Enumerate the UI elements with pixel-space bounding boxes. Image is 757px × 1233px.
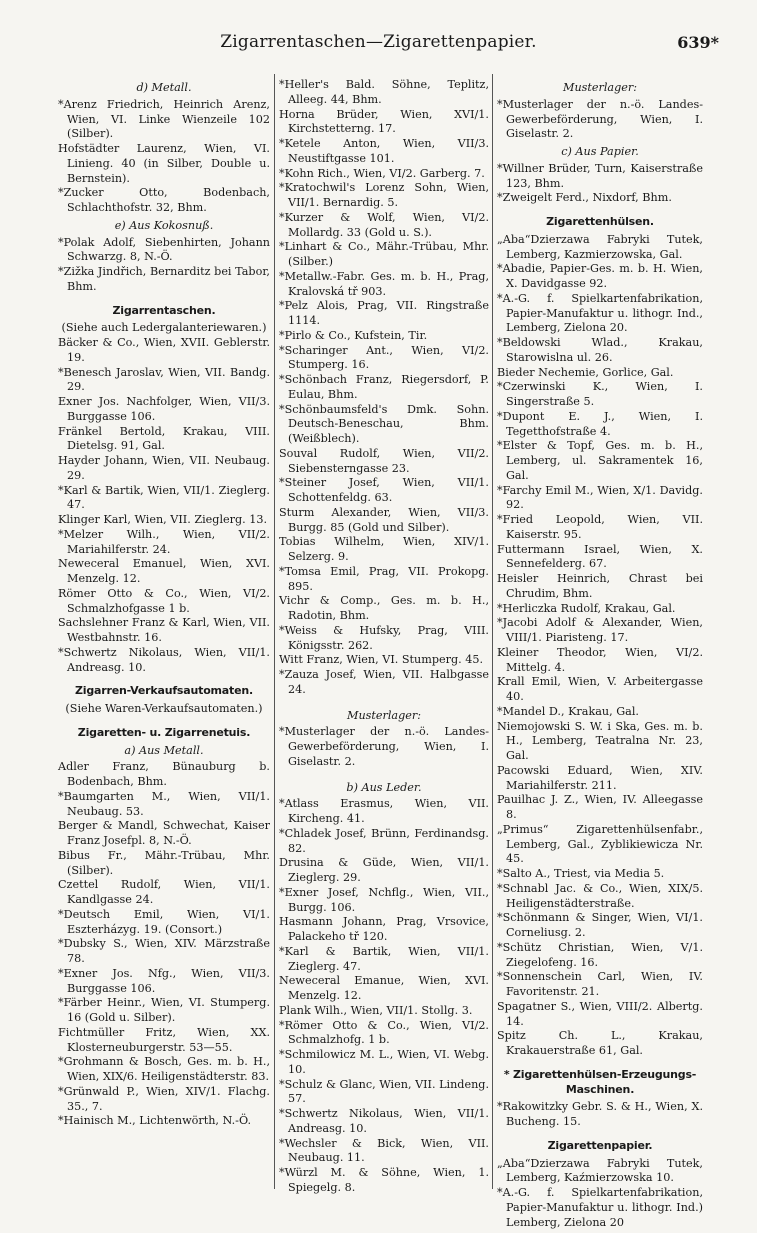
directory-entry: *Schwertz Nikolaus, Wien, VII/1. Andreasg. 10. [279,1107,489,1135]
section-heading: Zigarettenhülsen. [546,215,654,228]
directory-entry: Witt Franz, Wien, VI. Stumperg. 45. [279,653,484,667]
directory-entry: *Herliczka Rudolf, Krakau, Gal. [497,601,676,615]
directory-entry: *Czerwinski K., Wien, I. Singerstraße 5. [497,380,703,408]
directory-entry: *Musterlager der n.-ö. Landes-Gewerbeförderung, Wien, I. Giselastr. 2. [497,97,703,141]
directory-entry: Neweceral Emanue, Wien, XVI. Menzelg. 12. [279,974,489,1002]
directory-entry: *Elster & Topf, Ges. m. b. H., Lemberg, ul. Sakramentek 16, Gal. [497,439,703,482]
directory-entry: *Karl & Bartik, Wien, VII/1. Zieglerg. 47. [58,483,270,512]
directory-entry: *Kratochwil's Lorenz Sohn, Wien, VII/1. Bernardig. 5. [279,181,489,209]
directory-entry: *A.-G. f. Spielkartenfabrikation, Papier-Manufaktur u. lithogr. Ind., Lemberg, Zielona 20. [497,291,703,335]
directory-entry: *Musterlager der n.-ö. Landes-Gewerbeförderung, Wien, I. Giselastr. 2. [279,725,489,768]
directory-entry: Römer Otto & Co., Wien, VI/2. Schmalzhofgasse 1 b. [58,586,270,615]
page-header [0,32,757,58]
directory-entry: *Weiss & Hufsky, Prag, VIII. Königsstr. 262. [279,623,489,652]
directory-entry: *Tomsa Emil, Prag, VII. Prokopg. 895. [279,564,489,593]
directory-entry: *Schnabl Jac. & Co., Wien, XIX/5. Heiligenstädterstraße. [497,881,703,910]
directory-entry: Czettel Rudolf, Wien, VII/1. Kandlgasse 24. [58,878,270,906]
directory-entry: „Aba“Dzierzawa Fabryki Tutek, Lemberg, Kazmierzowska, Gal. [497,232,703,261]
directory-entry: Krall Emil, Wien, V. Arbeitergasse 40. [497,675,703,703]
directory-entry: Plank Wilh., Wien, VII/1. Stollg. 3. [279,1003,473,1017]
directory-entry: *Jacobi Adolf & Alexander, Wien, VIII/1. Piaristeng. 17. [497,616,703,644]
directory-entry: *Färber Heinr., Wien, VI. Stumperg. 16 (Gold u. Silber). [58,996,270,1024]
directory-entry: *Linhart & Co., Mähr.-Trübau, Mhr. (Silber.) [279,240,489,268]
directory-entry: *Schmilowicz M. L., Wien, VI. Webg. 10. [279,1048,489,1076]
subsection-heading: Musterlager: [562,81,637,94]
directory-entry: Hasmann Johann, Prag, Vrsovice, Palackeho tř 120. [279,915,489,943]
directory-entry: *Atlass Erasmus, Wien, VII. Kircheng. 41. [279,797,489,825]
subsection-heading: d) Metall. [136,81,192,94]
directory-entry: *Schulz & Glanc, Wien, VII. Lindeng. 57. [279,1077,490,1106]
directory-entry: *Zweigelt Ferd., Nixdorf, Bhm. [497,191,672,205]
section-heading: * Zigarettenhülsen-Erzeugungs-Maschinen. [503,1067,697,1096]
directory-entry: *Grünwald P., Wien, XIV/1. Flachg. 35., 7. [58,1084,270,1113]
directory-entry: *Scharinger Ant., Wien, VI/2. Stumperg. 16. [279,343,489,372]
directory-entry: Fichtmüller Fritz, Wien, XX. Klosterneuburgerstr. 53—55. [58,1025,270,1054]
directory-entry: Bieder Nechemie, Gorlice, Gal. [497,365,674,379]
directory-entry: Bibus Fr., Mähr.-Trübau, Mhr. (Silber). [58,848,270,877]
directory-entry: *Exner Jos. Nfg., Wien, VII/3. Burggasse 106. [58,966,270,995]
directory-entry: *Schütz Christian, Wien, V/1. Ziegelofeng. 16. [497,940,703,969]
directory-entry: Tobias Wilhelm, Wien, XIV/1. Selzerg. 9. [279,535,489,563]
directory-entry: *Zauza Josef, Wien, VII. Halbgasse 24. [279,668,489,696]
directory-entry: *Baumgarten M., Wien, VII/1. Neubaug. 53. [58,789,270,818]
directory-entry: *Pirlo & Co., Kufstein, Tir. [279,328,428,342]
directory-entry: *Benesch Jaroslav, Wien, VII. Bandg. 29. [58,365,270,394]
directory-entry: Fränkel Bertold, Krakau, VIII. Dietelsg. 91, Gal. [58,424,270,453]
directory-entry: *Arenz Friedrich, Heinrich Arenz, Wien, VI. Linke Wienzeile 102 (Silber). [58,97,270,141]
directory-entry: *Dubsky S., Wien, XIV. Märzstraße 78. [58,937,270,965]
directory-entry: *Würzl M. & Söhne, Wien, 1. Spiegelg. 8. [279,1166,489,1194]
directory-entry: *Heller's Bald. Söhne, Teplitz, Alleeg. 44, Bhm. [279,78,489,106]
section-heading: Zigaretten- u. Zigarrenetuis. [77,725,251,739]
directory-entry: *Wechsler & Bick, Wien, VII. Neubaug. 11. [279,1136,489,1165]
section-heading: Zigarren-Verkaufsautomaten. [75,684,253,698]
directory-entry: *Fried Leopold, Wien, VII. Kaiserstr. 95. [497,513,703,541]
directory-entry: Spagatner S., Wien, VIII/2. Albertg. 14. [497,999,703,1028]
directory-entry: *Schönbach Franz, Riegersdorf, P. Eulau, Bhm. [279,373,489,401]
directory-entry: Kleiner Theodor, Wien, VI/2. Mittelg. 4. [497,645,703,674]
directory-entry: „Primus“ Zigarettenhülsenfabr., Lemberg, Gal., Zyblikiewicza Nr. 45. [497,822,703,866]
directory-entry: Horna Brüder, Wien, XVI/1. Kirchstetterng. 17. [279,107,489,136]
section-heading: Zigarrentaschen. [112,303,216,317]
directory-entry: *Exner Josef, Nchflg., Wien, VII., Burgg. 106. [279,885,489,914]
directory-entry: Heisler Heinrich, Chrast bei Chrudim, Bhm. [497,572,703,600]
directory-entry: Berger & Mandl, Schwechat, Kaiser Franz Josefpl. 8, N.-Ö. [58,819,270,847]
directory-entry: *Hainisch M., Lichtenwörth, N.-Ö. [58,1114,252,1128]
directory-entry: Hayder Johann, Wien, VII. Neubaug. 29. [58,454,270,482]
directory-entry: Futtermann Israel, Wien, X. Sennefelderg. 67. [497,542,703,571]
directory-entry: „Aba“Dzierzawa Fabryki Tutek, Lemberg, Kaźmierzowska 10. [497,1156,703,1185]
directory-entry: *Polak Adolf, Siebenhirten, Johann Schwarzg. 8, N.-Ö. [58,235,270,264]
directory-entry: *Chladek Josef, Brünn, Ferdinandsg. 82. [279,826,489,855]
directory-entry: Souval Rudolf, Wien, VII/2. Siebensterngasse 23. [279,446,489,475]
page-number: 639* [677,33,719,52]
directory-entry: *Römer Otto & Co., Wien, VI/2. Schmalzhofg. 1 b. [279,1018,489,1047]
column-left [58,78,270,1129]
directory-entry: *Beldowski Wlad., Krakau, Starowislna ul. 26. [497,336,703,364]
column-middle [279,78,489,1196]
directory-entry: *Kohn Rich., Wien, VI/2. Garberg. 7. [279,166,485,180]
directory-entry: *Grohmann & Bosch, Ges. m. b. H., Wien, XIX/6. Heiligenstädterstr. 83. [58,1055,270,1083]
directory-entry: Drusina & Güde, Wien, VII/1. Zieglerg. 29. [279,856,489,884]
spacer [279,770,489,778]
directory-entry: *Abadie, Papier-Ges. m. b. H. Wien, X. Davidgasse 92. [497,262,703,290]
cross-reference-note: (Siehe Waren-Verkaufsautomaten.) [65,702,263,715]
directory-entry: *Deutsch Emil, Wien, VI/1. Eszterházyg. 19. (Consort.) [58,907,270,936]
directory-entry: *Schönmann & Singer, Wien, VI/1. Corneliusg. 2. [497,911,703,939]
directory-entry: *Zižka Jindřich, Bernarditz bei Tabor, Bhm. [58,265,270,293]
directory-entry: *Pelz Alois, Prag, VII. Ringstraße 1114. [279,299,489,327]
directory-entry: Sturm Alexander, Wien, VII/3. Burgg. 85 (Gold und Silber). [279,505,489,534]
directory-entry: *Melzer Wilh., Wien, VII/2. Mariahilferstr. 24. [58,527,270,556]
directory-entry: *Metallw.-Fabr. Ges. m. b. H., Prag, Kralovská tř 903. [279,269,489,298]
directory-entry: *Sonnenschein Carl, Wien, IV. Favoritenstr. 21. [497,970,703,998]
directory-entry: *Karl & Bartik, Wien, VII/1. Zieglerg. 47. [279,944,489,973]
directory-entry: Pauilhac J. Z., Wien, IV. Alleegasse 8. [497,793,703,821]
column-right [497,78,703,1230]
subsection-heading: c) Aus Papier. [561,145,639,158]
directory-entry: *Salto A., Triest, via Media 5. [497,867,665,880]
column-divider [492,74,493,1189]
subsection-heading: Musterlager: [346,708,421,722]
directory-entry: Pacowski Eduard, Wien, XIV. Mariahilferstr. 211. [497,763,703,792]
section-heading: Zigarettenpapier. [547,1138,653,1152]
directory-entry: Sachslehner Franz & Karl, Wien, VII. Westbahnstr. 16. [58,616,270,644]
directory-entry: *Schwertz Nikolaus, Wien, VII/1. Andreasg. 10. [58,645,270,674]
subsection-heading: b) Aus Leder. [346,780,422,794]
directory-entry: Niemojowski S. W. i Ska, Ges. m. b. H., Lemberg, Teatralna Nr. 23, Gal. [497,719,703,762]
directory-entry: *Kurzer & Wolf, Wien, VI/2. Mollardg. 33 (Gold u. S.). [279,210,489,239]
subsection-heading: e) Aus Kokosnuß. [114,218,214,232]
subsection-heading: a) Aus Metall. [124,743,204,757]
directory-entry: *Farchy Emil M., Wien, X/1. Davidg. 92. [497,483,703,512]
directory-entry: Bäcker & Co., Wien, XVII. Geblerstr. 19. [58,336,270,364]
directory-entry: Exner Jos. Nachfolger, Wien, VII/3. Burggasse 106. [58,395,270,423]
directory-entry: *Mandel D., Krakau, Gal. [497,704,639,718]
directory-entry: Klinger Karl, Wien, VII. Zieglerg. 13. [58,513,268,526]
directory-entry: *Zucker Otto, Bodenbach, Schlachthofstr. 32, Bhm. [58,186,270,214]
directory-entry: Neweceral Emanuel, Wien, XVI. Menzelg. 12. [58,557,270,585]
directory-entry: Adler Franz, Bünauburg b. Bodenbach, Bhm. [58,760,270,788]
column-divider [274,74,275,1189]
directory-entry: *Steiner Josef, Wien, VII/1. Schottenfeldg. 63. [279,476,489,504]
directory-entry: *Schönbaumsfeld's Dmk. Sohn. Deutsch-Beneschau, Bhm. (Weißblech). [279,402,489,445]
directory-entry: *Rakowitzky Gebr. S. & H., Wien, X. Bucheng. 15. [497,1100,703,1128]
spacer [279,698,489,706]
page-title: Zigarrentaschen—Zigarettenpapier. [220,32,537,52]
cross-reference-note: (Siehe auch Ledergalanteriewaren.) [61,321,267,335]
directory-entry: Spitz Ch. L., Krakau, Krakauerstraße 61, Gal. [497,1029,703,1057]
directory-entry: *Dupont E. J., Wien, I. Tegetthofstraße 4. [497,409,703,438]
directory-entry: Vichr & Comp., Ges. m. b. H., Radotin, Bhm. [279,594,489,622]
directory-entry: *Ketele Anton, Wien, VII/3. Neustiftgasse 101. [279,137,489,165]
directory-entry: Hofstädter Laurenz, Wien, VI. Linieng. 40 (in Silber, Double u. Bernstein). [58,142,270,185]
directory-entry: *A.-G. f. Spielkartenfabrikation, Papier-Manufaktur u. lithogr. Ind.) Lemberg, Zielona 20 [497,1186,703,1229]
directory-entry: *Willner Brüder, Turn, Kaiserstraße 123, Bhm. [497,161,703,190]
